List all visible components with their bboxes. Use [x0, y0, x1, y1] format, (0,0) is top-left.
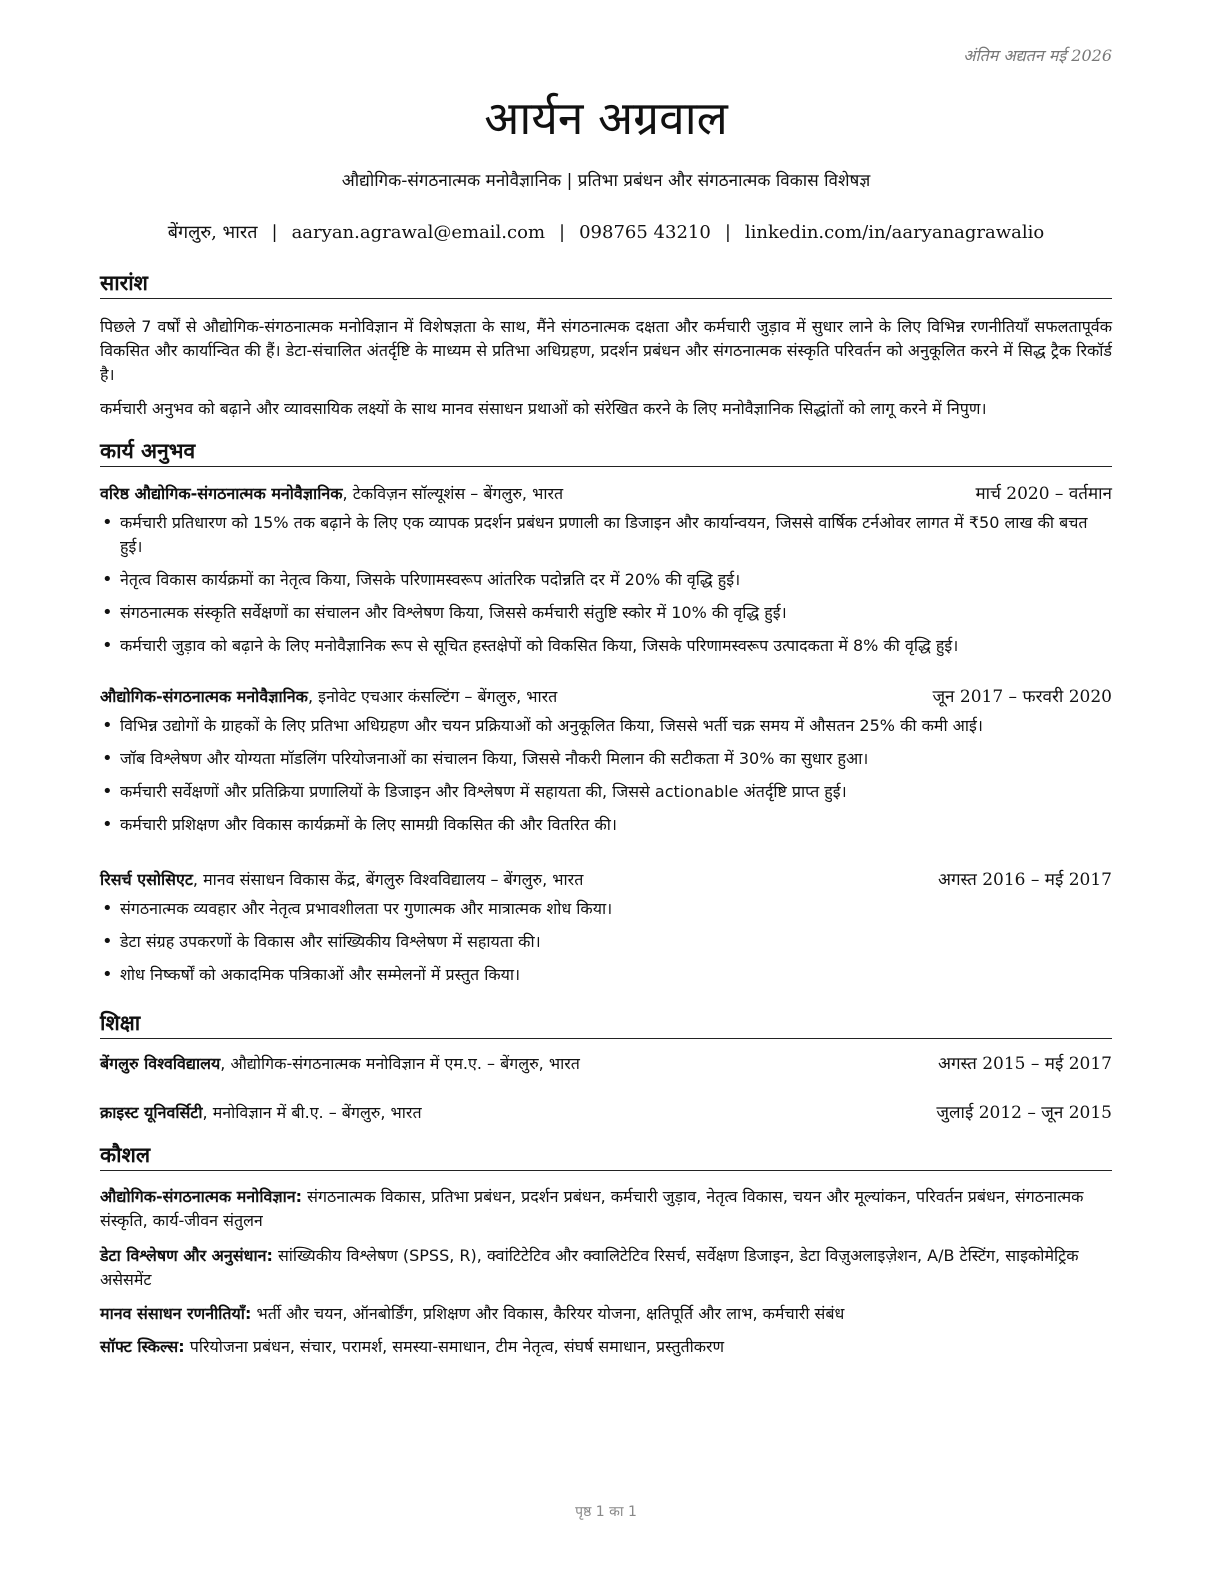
page-number: पृष्ठ 1 का 1: [575, 1504, 637, 1520]
bullet-item: • जॉब विश्लेषण और योग्यता मॉडलिंग परियोजनाओं का संचालन किया, जिससे नौकरी मिलान की सटीकता में 30% का सुधार हुआ।: [100, 747, 1112, 771]
separator: |: [559, 222, 566, 243]
job-dates: मार्च 2020 – वर्तमान: [975, 484, 1112, 504]
skill-text: भर्ती और चयन, ऑनबोर्डिंग, प्रशिक्षण और विकास, कैरियर योजना, क्षतिपूर्ति और लाभ, कर्मचारी संबंध: [251, 1304, 845, 1323]
job-bullets: [100, 714, 1112, 846]
job-org: , इनोवेट एचआर कंसल्टिंग – बेंगलुरु, भारत: [307, 687, 558, 706]
summary-heading: सारांश: [100, 270, 1112, 299]
bullet-item: • नेतृत्व विकास कार्यक्रमों का नेतृत्व किया, जिसके परिणामस्वरूप आंतरिक पदोन्नति दर में 20% की वृद्धि हुई।: [100, 568, 1112, 592]
bullet-item: • विभिन्न उद्योगों के ग्राहकों के लिए प्रतिभा अधिग्रहण और चयन प्रक्रियाओं को अनुकूलित किया, जिससे भर्ती चक्र समय में औसतन 25% की कमी आई।: [100, 714, 1112, 738]
skill-label: औद्योगिक-संगठनात्मक मनोविज्ञान:: [100, 1187, 303, 1206]
education-dates: अगस्त 2015 – मई 2017: [937, 1054, 1112, 1074]
bullet-item: • कर्मचारी सर्वेक्षणों और प्रतिक्रिया प्रणालियों के डिजाइन और विश्लेषण में सहायता की, जिससे actionable अंतर्दृष्टि प्राप्त हुई।: [100, 780, 1112, 804]
contact-phone: 098765 43210: [579, 222, 711, 243]
job-title: औद्योगिक-संगठनात्मक मनोवैज्ञानिक: [100, 687, 308, 706]
contact-line: [100, 220, 1112, 244]
job-header: [100, 482, 1112, 506]
job-header: [100, 868, 1112, 892]
education-dates: जुलाई 2012 – जून 2015: [936, 1103, 1112, 1123]
job-title: रिसर्च एसोसिएट: [100, 870, 193, 889]
separator: |: [271, 222, 278, 243]
skill-label: मानव संसाधन रणनीतियाँ:: [100, 1304, 252, 1323]
bullet-item: • कर्मचारी जुड़ाव को बढ़ाने के लिए मनोवैज्ञानिक रूप से सूचित हस्तक्षेपों को विकसित किया, जिसके परिणामस्वरूप उत्पादकता में 8% की वृद्धि हुई।: [100, 634, 1112, 658]
job-dates: अगस्त 2016 – मई 2017: [937, 870, 1112, 890]
job-header: [100, 685, 1112, 709]
bullet-item: • शोध निष्कर्षों को अकादमिक पत्रिकाओं और सम्मेलनों में प्रस्तुत किया।: [100, 963, 1112, 987]
education-heading: शिक्षा: [100, 1010, 1112, 1039]
skill-group: [100, 1335, 1112, 1359]
candidate-name: आर्यन अग्रवाल: [484, 91, 728, 145]
tagline: औद्योगिक-संगठनात्मक मनोवैज्ञानिक | प्रतिभा प्रबंधन और संगठनात्मक विकास विशेषज्ञ: [341, 171, 871, 191]
separator: |: [724, 222, 731, 243]
contact-linkedin[interactable]: linkedin.com/in/aaryanagrawalio: [744, 222, 1045, 243]
contact-email[interactable]: aaryan.agrawal@email.com: [291, 222, 546, 243]
skill-text: परियोजना प्रबंधन, संचार, परामर्श, समस्या-समाधान, टीम नेतृत्व, संघर्ष समाधान, प्रस्तुतीकरण: [184, 1337, 725, 1356]
degree-detail: , मनोविज्ञान में बी.ए. – बेंगलुरु, भारत: [202, 1103, 422, 1122]
job-bullets: [100, 897, 1112, 996]
summary-paragraph: पिछले 7 वर्षों से औद्योगिक-संगठनात्मक मनोविज्ञान में विशेषज्ञता के साथ, मैंने संगठनात्मक दक्षता और कर्मचारी जुड़ाव में सुधार लाने के लिए विभिन्न रणनीतियाँ सफलतापूर्वक विकसित और कार्यान्वित की हैं। डेटा-संचालित अंतर्दृष्टि के माध्यम से प्रतिभा अधिग्रहण, प्रदर्शन प्रबंधन और संगठनात्मक संस्कृति परिवर्तन को अनुकूलित करने में सिद्ध ट्रैक रिकॉर्ड है।: [100, 317, 1112, 384]
resume-page: [100, 0, 1112, 1584]
bullet-item: • कर्मचारी प्रतिधारण को 15% तक बढ़ाने के लिए एक व्यापक प्रदर्शन प्रबंधन प्रणाली का डिजाइन और कार्यान्वयन, जिससे वार्षिक टर्नओवर लागत में ₹50 लाख की बचत हुई।: [100, 511, 1112, 559]
job-bullets: [100, 511, 1112, 667]
contact-location: बेंगलुरु, भारत: [167, 222, 258, 243]
bullet-item: • कर्मचारी प्रशिक्षण और विकास कार्यक्रमों के लिए सामग्री विकसित की और वितरित की।: [100, 813, 1112, 837]
skill-label: सॉफ्ट स्किल्स:: [100, 1337, 185, 1356]
job-org: , टेकविज़न सॉल्यूशंस – बेंगलुरु, भारत: [342, 484, 564, 503]
skill-text: सांख्यिकीय विश्लेषण (SPSS, R), क्वांटिटेटिव और क्वालिटेटिव रिसर्च, सर्वेक्षण डिजाइन, डेटा विज़ुअलाइज़ेशन, A/B टेस्टिंग, साइकोमेट्रिक असेसमेंट: [100, 1246, 1079, 1289]
skill-text: संगठनात्मक विकास, प्रतिभा प्रबंधन, प्रदर्शन प्रबंधन, कर्मचारी जुड़ाव, नेतृत्व विकास, चयन और मूल्यांकन, परिवर्तन प्रबंधन, संगठनात्मक संस्कृति, कार्य-जीवन संतुलन: [100, 1187, 1084, 1230]
skill-label: डेटा विश्लेषण और अनुसंधान:: [100, 1246, 273, 1265]
job-dates: जून 2017 – फरवरी 2020: [932, 687, 1112, 707]
bullet-item: • संगठनात्मक संस्कृति सर्वेक्षणों का संचालन और विश्लेषण किया, जिससे कर्मचारी संतुष्टि स्कोर में 10% की वृद्धि हुई।: [100, 601, 1112, 625]
skill-group: [100, 1244, 1112, 1292]
school-name: बेंगलुरु विश्वविद्यालय: [100, 1054, 221, 1073]
education-item: [100, 1101, 1112, 1125]
skills-heading: कौशल: [100, 1142, 1112, 1171]
summary-paragraph: कर्मचारी अनुभव को बढ़ाने और व्यावसायिक लक्ष्यों के साथ मानव संसाधन प्रथाओं को संरेखित करने के लिए मनोवैज्ञानिक सिद्धांतों को लागू करने में निपुण।: [100, 399, 987, 418]
bullet-item: • डेटा संग्रह उपकरणों के विकास और सांख्यिकीय विश्लेषण में सहायता की।: [100, 930, 1112, 954]
experience-heading: कार्य अनुभव: [100, 438, 1112, 467]
degree-detail: , औद्योगिक-संगठनात्मक मनोविज्ञान में एम.ए. – बेंगलुरु, भारत: [220, 1054, 580, 1073]
last-updated: अंतिम अद्यतन मई 2026: [963, 46, 1112, 65]
education-item: [100, 1052, 1112, 1076]
job-title: वरिष्ठ औद्योगिक-संगठनात्मक मनोवैज्ञानिक: [100, 484, 343, 503]
school-name: क्राइस्ट यूनिवर्सिटी: [100, 1103, 203, 1122]
bullet-item: • संगठनात्मक व्यवहार और नेतृत्व प्रभावशीलता पर गुणात्मक और मात्रात्मक शोध किया।: [100, 897, 1112, 921]
skill-group: [100, 1302, 1112, 1326]
job-org: , मानव संसाधन विकास केंद्र, बेंगलुरु विश्वविद्यालय – बेंगलुरु, भारत: [192, 870, 584, 889]
skill-group: [100, 1185, 1112, 1233]
